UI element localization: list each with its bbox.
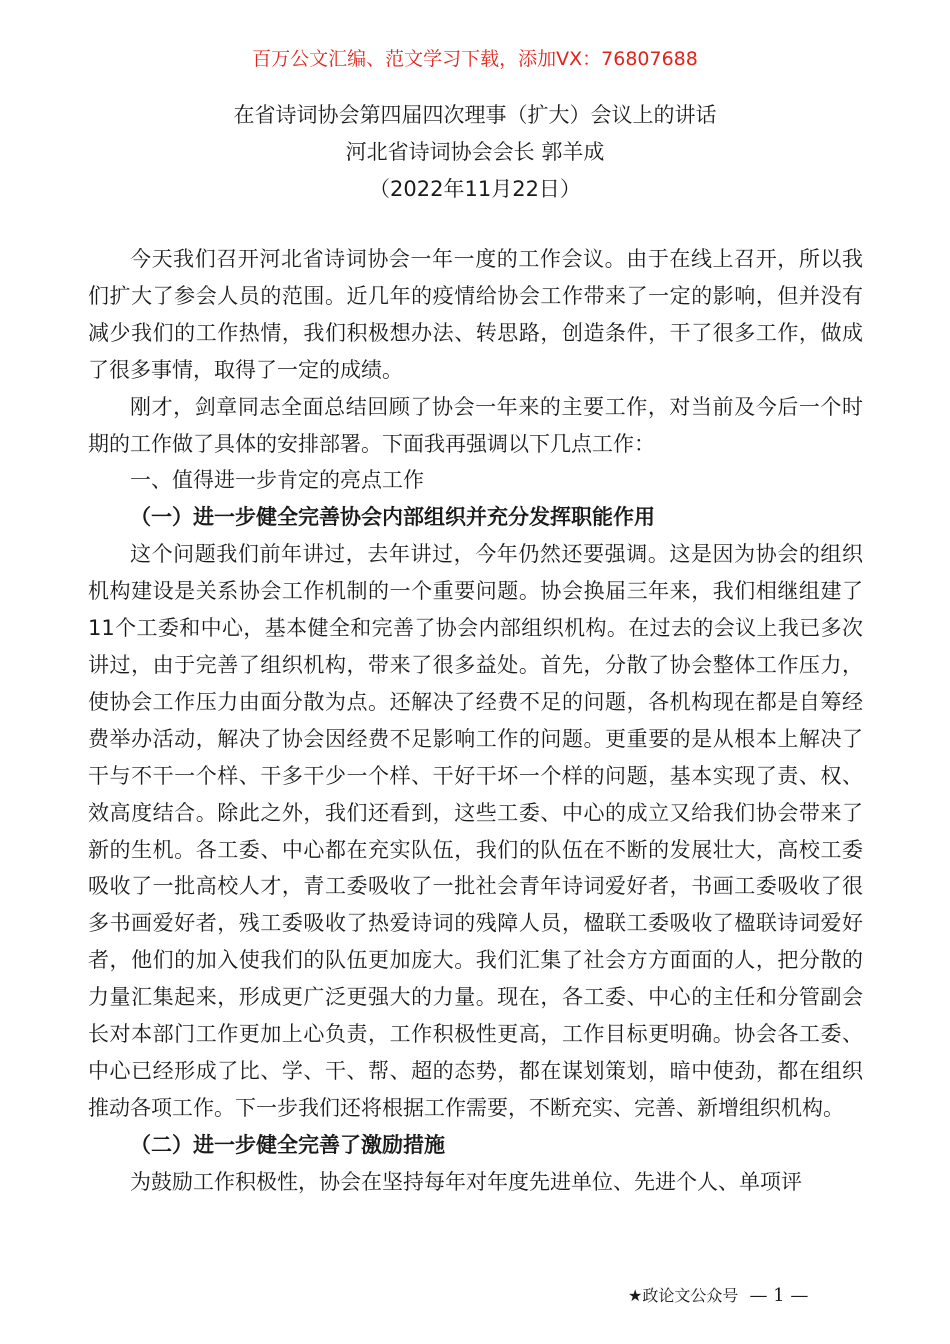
page-number: — 1 — [749, 1285, 809, 1306]
paragraph: 今天我们召开河北省诗词协会一年一度的工作会议。由于在线上召开，所以我们扩大了参会人员的范围。近几年的疫情给协会工作带来了一定的影响，但并没有减少我们的工作热情，我们积极想办法、转思路，创造条件，干了很多工作，做成了很多事情，取得了一定的成绩。 [88, 247, 863, 382]
paragraph: 这个问题我们前年讲过，去年讲过，今年仍然还要强调。这是因为协会的组织机构建设是关系协会工作机制的一个重要问题。协会换届三年来，我们相继组建了11个工委和中心，基本健全和完善了协会内部组织机构。在过去的会议上我已多次讲过，由于完善了组织机构，带来了很多益处。首先，分散了协会整体工作压力，使协会工作压力由面分散为点。还解决了经费不足的问题，各机构现在都是自筹经费举办活动，解决了协会因经费不足影响工作的问题。更重要的是从根本上解决了干与不干一个样、干多干少一个样、干好干坏一个样的问题，基本实现了责、权、效高度结合。除此之外，我们还看到，这些工委、中心的成立又给我们协会带来了新的生机。各工委、中心都在充实队伍，我们的队伍在不断的发展壮大，高校工委吸收了一批高校人才，青工委吸收了一批社会青年诗词爱好者，书画工委吸收了很多书画爱好者，残工委吸收了热爱诗词的残障人员，楹联工委吸收了楹联诗词爱好者，他们的加入使我们的队伍更加庞大。我们汇集了社会方方面面的人，把分散的力量汇集起来，形成更广泛更强大的力量。现在，各工委、中心的主任和分管副会长对本部门工作更加上心负责，工作积极性更高，工作目标更明确。协会各工委、中心已经形成了比、学、干、帮、超的态势，都在谋划策划，暗中使劲，都在组织推动各项工作。下一步我们还将根据工作需要，不断充实、完善、新增组织机构。 [88, 542, 863, 1120]
speaker-line: 河北省诗词协会会长 郭羊成 [345, 140, 605, 164]
section-heading: 一、值得进一步肯定的亮点工作 [130, 468, 424, 493]
footer-source: ★政论文公众号 [628, 1286, 739, 1305]
document-header [0, 97, 950, 208]
paragraph: 为鼓励工作积极性，协会在坚持每年对年度先进单位、先进个人、单项评 [130, 1169, 802, 1194]
subsection-heading: （二）进一步健全完善了激励措施 [130, 1132, 445, 1157]
paragraph: 刚才，剑章同志全面总结回顾了协会一年来的主要工作，对当前及今后一个时期的工作做了具体的安排部署。下面我再强调以下几点工作： [88, 394, 863, 456]
page-footer [628, 1283, 868, 1309]
watermark-banner: 百万公文汇编、范文学习下载，添加VX：76807688 [252, 48, 698, 70]
speech-date: （2022年11月22日） [369, 177, 581, 201]
subsection-heading: （一）进一步健全完善协会内部组织并充分发挥职能作用 [130, 505, 655, 530]
document-body [88, 241, 863, 1201]
document-title: 在省诗词协会第四届四次理事（扩大）会议上的讲话 [233, 103, 717, 127]
